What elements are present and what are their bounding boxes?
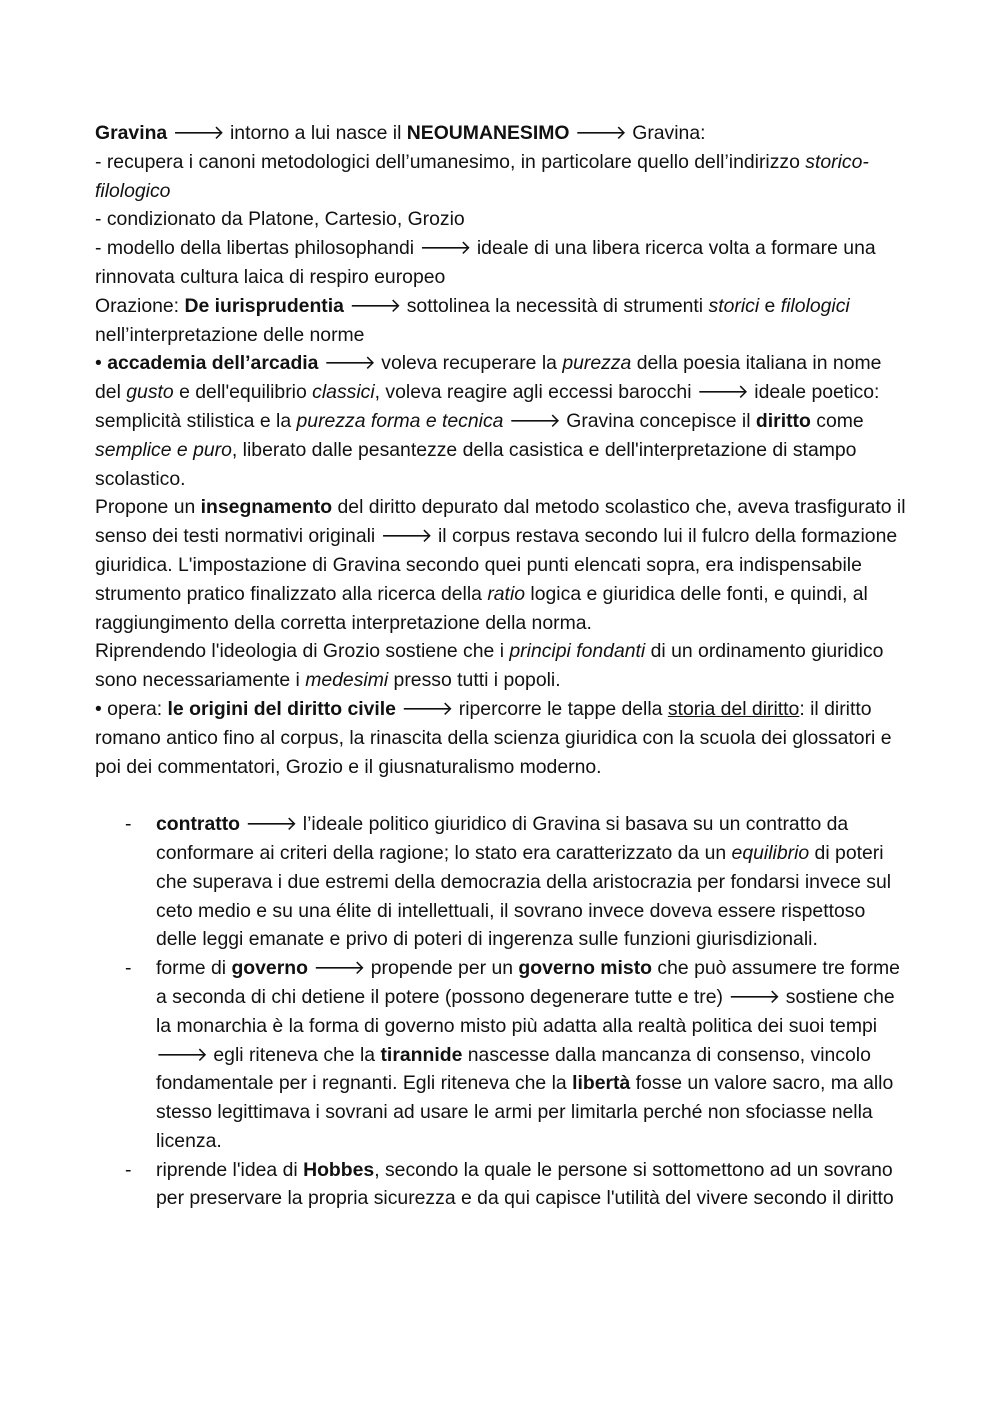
term-gravina: Gravina	[95, 122, 168, 144]
term-tirannide: tirannide	[380, 1043, 463, 1066]
term-liberta: libertà	[572, 1072, 631, 1095]
blank-line	[95, 781, 910, 810]
arrow-icon: 🡒	[323, 352, 376, 375]
paragraph-orazione: Orazione: De iurisprudentia 🡒 sottolinea la necessità di strumenti storici e filologici nell’interpretazione delle norme	[95, 294, 850, 346]
term-diritto: diritto	[755, 409, 811, 432]
arrow-icon: 🡒	[508, 409, 561, 432]
term-accademia-arcadia: accademia dell’arcadia	[107, 352, 319, 375]
arrow-icon: 🡒	[245, 813, 298, 836]
arrow-icon: 🡒	[380, 525, 433, 548]
term-contratto: contratto	[156, 813, 241, 836]
dash-list	[95, 810, 910, 1213]
term-storico-filologico: storico-filologico	[95, 150, 869, 202]
paragraph-grozio: Riprendendo l'ideologia di Grozio sostiene che i principi fondanti di un ordinamento giuridico sono necessariamente i medesimi presso tutti i popoli.	[95, 640, 884, 692]
arrow-icon: 🡒	[574, 122, 627, 144]
term-governo-misto: governo misto	[518, 957, 653, 980]
paragraph-recupera: - recupera i canoni metodologici dell’umanesimo, in particolare quello dell’indirizzo storico-filologico	[95, 150, 869, 202]
arrow-icon: 🡒	[156, 1043, 208, 1066]
dash-marker: -	[125, 957, 132, 980]
paragraph-condizionato: - condizionato da Platone, Cartesio, Grozio	[95, 208, 465, 231]
list-item-contratto: - contratto 🡒 l’ideale politico giuridico di Gravina si basava su un contratto da conformare ai criteri della ragione; lo stato era caratterizzato da un equilibrio di poteri che superava i due estremi della democrazia della aristocrazia per fondarsi invece sul ceto medio e su una élite di intellettuali, il sovrano invece doveva essere rispettoso delle leggi emanate e privo di poteri di ingerenza sulle funzioni giurisdizionali.	[95, 810, 910, 954]
term-insegnamento: insegnamento	[200, 496, 333, 519]
term-governo: governo	[231, 957, 308, 980]
paragraph-opera: • opera: le origini del diritto civile 🡒 ripercorre le tappe della storia del diritto: il diritto romano antico fino al corpus, la rinascita della scienza giuridica con la scuola dei glossatori e poi dei commentatori, Grozio e il giusnaturalismo moderno.	[95, 697, 892, 778]
term-neoumanesimo: NEOUMANESIMO	[406, 122, 570, 144]
arrow-icon: 🡒	[349, 294, 402, 317]
paragraph-modello: - modello della libertas philosophandi 🡒 ideale di una libera ricerca volta a formare una rinnovata cultura laica di respiro europeo	[95, 237, 876, 288]
arrow-icon: 🡒	[419, 237, 472, 260]
arrow-icon: 🡒	[313, 957, 366, 980]
paragraph-insegnamento: Propone un insegnamento del diritto depurato dal metodo scolastico che, aveva trasfigurato il senso dei testi normativi originali 🡒 il corpus restava secondo lui il fulcro della formazione giuridica. L'impostazione di Gravina secondo quei punti elencati sopra, era indispensabile strumento pratico finalizzato alla ricerca della ratio logica e giuridica delle fonti, e quindi, al raggiungimento della corretta interpretazione della norma.	[95, 496, 906, 634]
dash-marker: -	[125, 813, 132, 836]
term-storia-del-diritto: storia del diritto	[667, 697, 800, 720]
paragraph-arcadia: • accademia dell’arcadia 🡒 voleva recuperare la purezza della poesia italiana in nome del gusto e dell'equilibrio classici, voleva reagire agli eccessi barocchi 🡒 ideale poetico: semplicità stilistica e la purezza forma e tecnica 🡒 Gravina concepisce il diritto come semplice e puro, liberato dalle pesantezze della casistica e dell'interpretazione di stampo scolastico.	[95, 352, 882, 490]
term-de-iurisprudentia: De iurisprudentia	[184, 294, 344, 317]
list-item-governo: - forme di governo 🡒 propende per un governo misto che può assumere tre forme a seconda di chi detiene il potere (possono degenerare tutte e tre) 🡒 sostiene che la monarchia è la forma di governo misto più adatta alla realtà politica dei suoi tempi 🡒 egli riteneva che la tirannide nascesse dalla mancanza di consenso, vincolo fondamentale per i regnanti. Egli riteneva che la libertà fosse un valore sacro, ma allo stesso legittimava i sovrani ad usare le armi per limitarla perché non sfociasse nella licenza.	[95, 954, 910, 1156]
paragraph-gravina-intro: Gravina 🡒 intorno a lui nasce il NEOUMANESIMO 🡒 Gravina:	[95, 122, 706, 144]
arrow-icon: 🡒	[696, 381, 749, 404]
list-item-hobbes: - riprende l'idea di Hobbes, secondo la quale le persone si sottomettono ad un sovrano per preservare la propria sicurezza e da qui capisce l'utilità del vivere secondo il diritto	[95, 1156, 910, 1214]
bullet-icon: •	[95, 352, 108, 375]
arrow-icon: 🡒	[401, 697, 454, 720]
arrow-icon: 🡒	[728, 985, 781, 1008]
term-origini-diritto-civile: le origini del diritto civile	[167, 697, 396, 720]
term-hobbes: Hobbes	[303, 1158, 375, 1181]
dash-marker: -	[125, 1158, 132, 1181]
arrow-icon: 🡒	[172, 122, 225, 144]
